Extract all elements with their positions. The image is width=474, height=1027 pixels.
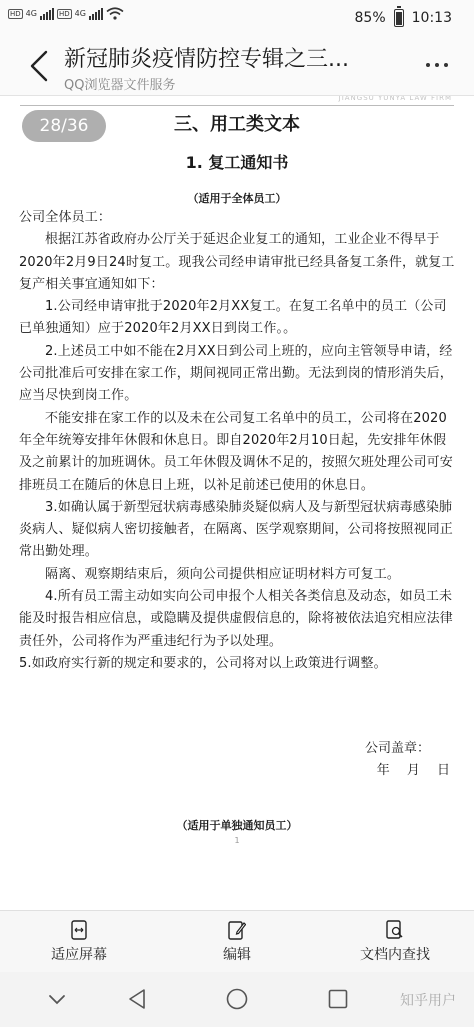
paragraph: 不能安排在家工作的以及未在公司复工名单中的员工，公司将在2020年全年统筹安排年休假和休息日。即自2020年2月10日起，先安排年休假及之前累计的加班调休。员工年休假及调休不足的，按照欠班处理公司可安排班员工在随后的休息日上班，以补足前述已使用的休息日。 [19, 410, 453, 493]
document-viewer[interactable] [0, 96, 474, 910]
chevron-down-icon[interactable] [48, 994, 66, 1006]
page-number: 1 [234, 836, 240, 845]
hd-badge-1: HD [10, 9, 21, 18]
edit-button[interactable] [158, 911, 316, 972]
bottom-toolbar [0, 910, 474, 972]
paragraph: 根据江苏省政府办公厅关于延迟企业复工的通知，工业企业不得早于2020年2月9日24时复工。现我公司经申请审批已经具备复工条件，就复工复产相关事宜通知如下： [19, 232, 455, 292]
find-in-doc-label: 文档内查找 [360, 947, 430, 963]
system-nav-bar [0, 972, 474, 1027]
find-in-doc-icon [386, 920, 404, 940]
paragraph: 隔离、观察期结束后，须向公司提供相应证明材料方可复工。 [45, 566, 401, 582]
page-title: 新冠肺炎疫情防控专辑之三... [64, 47, 349, 72]
notice-title: 1. 复工通知书 [185, 153, 289, 172]
section-title: 三、用工类文本 [174, 114, 300, 135]
paragraph: 4.所有员工需主动如实向公司申报个人相关各类信息及动态，如员工未能及时报告相应信息，或隐瞒及提供虚假信息的，除将被依法追究相应法律责任外，公司将作为严重违纪行为予以处理。 [19, 589, 453, 649]
applies-to-label-2: （适用于单独通知员工） [176, 819, 298, 832]
status-left [8, 7, 124, 20]
salutation: 公司全体员工： [19, 210, 112, 225]
paragraph: 3.如确认属于新型冠状病毒感染肺炎疑似病人及与新型冠状病毒感染肺炎病人、疑似病人密切接触者，在隔离、医学观察期间，公司将按照视同正常出勤处理。 [19, 499, 453, 560]
back-arrow-icon [26, 50, 54, 82]
header-rule [20, 105, 454, 106]
find-in-doc-button[interactable] [316, 911, 474, 972]
paragraph: 5.如政府实行新的规定和要求的，公司将对以上政策进行调整。 [19, 655, 387, 671]
battery-percent: 85% [354, 10, 386, 26]
fit-screen-label: 适应屏幕 [51, 947, 107, 963]
edit-icon [228, 920, 246, 940]
document-body [19, 207, 457, 675]
recents-square-icon[interactable] [328, 989, 348, 1009]
home-circle-icon[interactable] [226, 988, 248, 1010]
signal-icon-2 [89, 8, 103, 20]
signature-block [365, 738, 450, 782]
more-icon [426, 63, 448, 67]
paragraph: 1.公司经申请审批于2020年2月XX复工。在复工名单中的员工（公司已单独通知）应于2020年2月XX日到岗工作。。 [19, 299, 447, 337]
title-bar [0, 34, 474, 96]
edit-label: 编辑 [223, 947, 251, 963]
network-type-1: 4G [25, 9, 37, 18]
page-subtitle: QQ浏览器文件服务 [64, 78, 176, 93]
status-right [355, 9, 452, 27]
hd-badge-2: HD [58, 9, 70, 18]
battery-icon [394, 9, 404, 27]
fit-screen-icon [71, 920, 87, 940]
page-indicator: 28/36 [22, 110, 106, 142]
status-bar [0, 0, 474, 34]
network-type-2: 4G [74, 9, 86, 18]
signal-icon [40, 8, 54, 20]
wifi-icon [106, 7, 124, 20]
paragraph: 2.上述员工中如不能在2月XX日到公司上班的，应向主管领导申请，经公司批准后可安排在家工作，期间视同正常出勤。无法到岗的情形消失后，应当尽快到岗工作。 [19, 343, 453, 404]
company-seal-line: 公司盖章： [364, 741, 430, 756]
back-triangle-icon[interactable] [127, 988, 147, 1010]
date-line: 年 月 日 [376, 763, 450, 778]
clock: 10:13 [411, 10, 452, 26]
more-button[interactable] [426, 60, 448, 70]
watermark: 知乎用户 [400, 993, 456, 1009]
fit-screen-button[interactable] [0, 911, 158, 972]
header-firm-name: JIANGSU YUNYA LAW FIRM [338, 96, 452, 102]
applies-to-label: （适用于全体员工） [187, 192, 287, 205]
back-button[interactable] [26, 50, 54, 82]
